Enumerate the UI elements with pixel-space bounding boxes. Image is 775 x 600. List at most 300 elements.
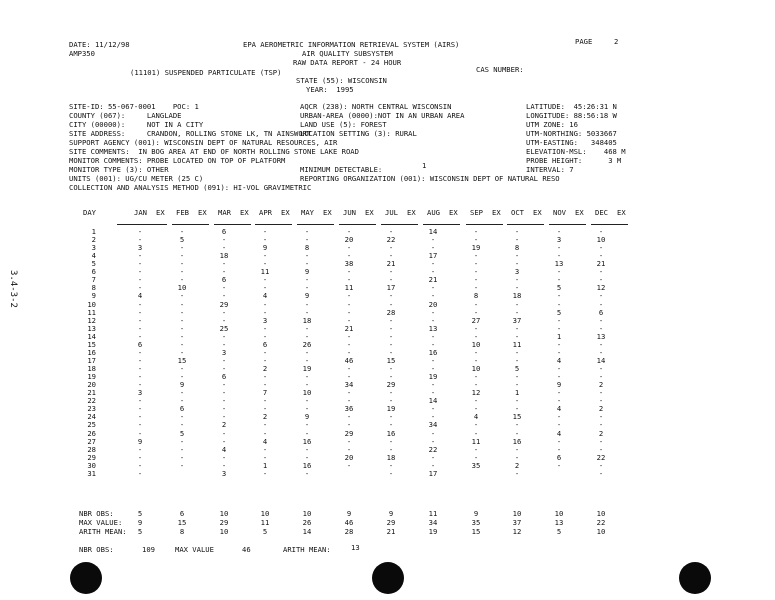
table-cell-aug: - [430,404,436,414]
table-cell-jul: - [388,412,394,422]
day-label: 26 [87,428,96,438]
table-cell-sep: - [473,420,479,430]
table-cell-aug: - [430,452,436,462]
table-cell-jul: - [388,267,394,277]
table-cell-oct: 8 [514,243,520,253]
table-cell-nov: 5 [556,307,562,317]
table-cell-jun: - [346,339,352,349]
table-cell-jul: 19 [386,404,396,414]
system-title: EPA AEROMETRIC INFORMATION RETRIEVAL SYSTEM (AIRS) [243,40,460,49]
day-label: 12 [87,315,96,325]
table-cell-oct: 16 [512,436,522,446]
summary-cell-jan: 9 [137,518,143,527]
table-cell-may: - [304,468,310,478]
table-cell-feb: - [179,420,185,430]
table-cell-nov: 4 [556,404,562,414]
table-cell-jan: - [137,355,143,365]
table-cell-jul: - [388,388,394,398]
month-underline-may [297,224,323,225]
table-cell-oct: - [514,347,520,357]
table-cell-may: - [304,275,310,285]
table-cell-oct: - [514,259,520,269]
table-cell-nov: - [556,396,562,406]
table-cell-jul: - [388,372,394,382]
table-cell-may: 19 [302,364,312,374]
table-cell-apr: 11 [260,267,270,277]
table-cell-jun: - [346,315,352,325]
table-cell-jul: - [388,420,394,430]
table-cell-jan: - [137,380,143,390]
table-cell-mar: 25 [219,323,229,333]
table-cell-apr: 4 [262,291,268,301]
table-cell-nov: - [556,291,562,301]
day-label: 10 [87,299,96,309]
table-cell-aug: - [430,460,436,470]
ex-header-feb: EX [198,208,207,217]
table-cell-apr: - [262,259,268,269]
table-cell-sep: - [473,323,479,333]
table-cell-mar: 18 [219,251,229,261]
table-cell-mar: - [221,267,227,277]
table-cell-feb: - [179,412,185,422]
ex-header-jul: EX [407,208,416,217]
table-cell-oct: - [514,323,520,333]
table-cell-jan: 4 [137,291,143,301]
report-type: RAW DATA REPORT - 24 HOUR [293,58,402,67]
table-cell-jun: 38 [344,259,354,269]
table-cell-jun: - [346,227,352,236]
summary-cell-sep: 35 [471,518,481,527]
table-cell-feb: 6 [179,404,185,414]
table-cell-mar: - [221,283,227,293]
summary-cell-aug: 34 [428,518,438,527]
table-cell-jul: - [388,243,394,253]
ex-header-nov: EX [575,208,584,217]
table-cell-apr: - [262,307,268,317]
table-cell-jul: 22 [386,235,396,245]
table-cell-feb: - [179,452,185,462]
table-cell-aug: - [430,380,436,390]
table-cell-feb: - [179,299,185,309]
table-cell-jan: - [137,364,143,374]
table-cell-jan: 9 [137,436,143,446]
table-cell-feb: 5 [179,235,185,245]
table-cell-dec: - [598,420,604,430]
table-cell-apr: 9 [262,243,268,253]
table-cell-aug: - [430,331,436,341]
table-cell-jan: 6 [137,339,143,349]
table-cell-jan: - [137,315,143,325]
table-cell-dec: - [598,267,604,277]
cas-number: CAS NUMBER: [476,65,524,74]
month-underline-aug [423,224,449,225]
table-cell-jun: 46 [344,355,354,365]
month-header-mar: MAR [218,208,231,217]
units: UNITS (001): UG/CU METER (25 C) [69,174,204,183]
table-cell-nov: - [556,444,562,454]
day-label: 4 [91,251,96,261]
table-cell-may: - [304,380,310,390]
table-cell-aug: - [430,243,436,253]
table-cell-mar: 3 [221,347,227,357]
parameter-title: (11101) SUSPENDED PARTICULATE (TSP) [130,68,282,77]
table-cell-mar: - [221,380,227,390]
summary-cell-aug: 19 [428,527,438,536]
summary-cell-jul: 21 [386,527,396,536]
summary-cell-oct: 12 [512,527,522,536]
table-cell-sep: - [473,372,479,382]
table-cell-nov: - [556,347,562,357]
table-cell-dec: 2 [598,428,604,438]
table-cell-jun: - [346,331,352,341]
table-cell-mar: - [221,412,227,422]
table-cell-apr: - [262,251,268,261]
table-cell-mar: - [221,243,227,253]
day-label: 17 [87,355,96,365]
summary-cell-may: 26 [302,518,312,527]
table-cell-oct: - [514,452,520,462]
table-cell-may: - [304,299,310,309]
table-cell-sep: 11 [471,436,481,446]
day-label: 29 [87,452,96,462]
table-cell-sep: - [473,404,479,414]
table-cell-sep: 12 [471,388,481,398]
table-cell-mar: - [221,315,227,325]
utm-northing: UTM-NORTHING: 5033667 [526,129,617,138]
table-cell-dec: - [598,227,604,236]
table-cell-oct: - [514,444,520,454]
table-cell-oct: - [514,428,520,438]
table-cell-sep: - [473,347,479,357]
month-header-dec: DEC [595,208,608,217]
day-label: 8 [91,283,96,293]
table-cell-jul: - [388,436,394,446]
state-label: STATE (55): WISCONSIN [296,76,387,85]
table-cell-jun: - [346,444,352,454]
table-cell-aug: - [430,364,436,374]
binder-hole-center [372,562,404,594]
table-cell-apr: 3 [262,315,268,325]
table-cell-nov: - [556,339,562,349]
table-cell-may: - [304,355,310,365]
table-cell-jan: 3 [137,388,143,398]
table-cell-oct: 1 [514,388,520,398]
table-cell-feb: 10 [177,283,187,293]
day-label: 21 [87,388,96,398]
table-cell-jul: - [388,364,394,374]
table-cell-nov: - [556,372,562,382]
table-cell-sep: 10 [471,364,481,374]
table-cell-may: - [304,227,310,236]
table-cell-aug: - [430,267,436,277]
table-cell-jan: - [137,267,143,277]
table-cell-apr: - [262,452,268,462]
summary-cell-mar: 29 [219,518,229,527]
city: CITY (00000): NOT IN A CITY [69,120,204,129]
table-cell-oct: - [514,283,520,293]
table-cell-aug: - [430,259,436,269]
ex-underline-apr [281,224,292,225]
table-cell-mar: 6 [221,372,227,382]
interval: INTERVAL: 7 [526,165,574,174]
table-cell-nov: - [556,412,562,422]
table-cell-mar: - [221,331,227,341]
table-cell-nov: 3 [556,235,562,245]
min-detectable-label: MINIMUM DETECTABLE: [300,165,383,174]
table-cell-jun: 11 [344,283,354,293]
month-underline-oct [507,224,533,225]
table-cell-jun: - [346,299,352,309]
table-cell-nov: - [556,315,562,325]
table-cell-oct: - [514,235,520,245]
table-cell-may: 16 [302,436,312,446]
table-cell-jun: - [346,420,352,430]
table-cell-sep: - [473,380,479,390]
table-cell-mar: - [221,396,227,406]
summary-cell-sep: 9 [473,509,479,518]
summary-cell-feb: 15 [177,518,187,527]
table-cell-oct: 18 [512,291,522,301]
table-cell-dec: 14 [596,355,606,365]
table-cell-mar: 29 [219,299,229,309]
table-cell-mar: - [221,436,227,446]
table-cell-jan: - [137,396,143,406]
table-cell-oct: 2 [514,460,520,470]
site-comments: SITE COMMENTS: IN BOG AREA AT END OF NORTH ROLLING STONE LAKE ROAD [69,147,359,156]
table-cell-dec: - [598,436,604,446]
table-cell-jul: - [388,299,394,309]
table-cell-apr: - [262,404,268,414]
table-cell-mar: 3 [221,468,227,478]
month-header-apr: APR [259,208,272,217]
table-cell-mar: 6 [221,227,227,236]
table-cell-dec: - [598,444,604,454]
table-cell-oct: - [514,227,520,236]
table-cell-nov: - [556,275,562,285]
table-cell-nov: - [556,227,562,236]
summary-label: ARITH MEAN: [79,527,127,536]
summary-cell-oct: 37 [512,518,522,527]
table-cell-jan: - [137,227,143,236]
table-cell-dec: 12 [596,283,606,293]
month-header-nov: NOV [553,208,566,217]
month-header-aug: AUG [427,208,440,217]
annual-max-value-label: MAX VALUE [175,545,214,554]
subsystem-title: AIR QUALITY SUBSYSTEM [302,49,393,58]
table-cell-may: - [304,404,310,414]
table-cell-oct: - [514,251,520,261]
ex-header-oct: EX [533,208,542,217]
table-cell-dec: - [598,243,604,253]
ex-underline-oct [533,224,544,225]
table-cell-sep: - [473,259,479,269]
summary-cell-nov: 5 [556,527,562,536]
table-cell-aug: - [430,428,436,438]
table-cell-feb: - [179,347,185,357]
table-cell-sep: - [473,307,479,317]
table-cell-may: - [304,428,310,438]
table-cell-feb: - [179,364,185,374]
table-cell-oct: 5 [514,364,520,374]
table-cell-dec: 10 [596,235,606,245]
table-cell-mar: - [221,428,227,438]
table-cell-jul: 17 [386,283,396,293]
table-cell-feb: - [179,444,185,454]
table-cell-jun: 20 [344,452,354,462]
table-cell-dec: - [598,460,604,470]
table-cell-aug: 13 [428,323,438,333]
table-cell-jul: 18 [386,452,396,462]
day-label: 1 [91,227,96,236]
table-cell-mar: - [221,460,227,470]
day-label: 11 [87,307,96,317]
annual-arith-mean-value: 13 [351,543,360,552]
report-date: DATE: 11/12/98 [69,40,130,49]
ex-header-jan: EX [156,208,165,217]
utm-easting: UTM-EASTING: 348405 [526,138,617,147]
ex-underline-jan [156,224,167,225]
table-cell-aug: - [430,283,436,293]
summary-cell-may: 10 [302,509,312,518]
ex-header-dec: EX [617,208,626,217]
table-cell-may: 9 [304,412,310,422]
table-cell-jun: - [346,364,352,374]
table-cell-feb: - [179,339,185,349]
ex-underline-jun [365,224,376,225]
table-cell-oct: - [514,468,520,478]
table-cell-may: - [304,420,310,430]
summary-cell-sep: 15 [471,527,481,536]
ex-underline-dec [617,224,628,225]
table-cell-dec: - [598,412,604,422]
table-cell-may: - [304,347,310,357]
elevation: ELEVATION-MSL: 468 M [526,147,626,156]
table-cell-sep: 8 [473,291,479,301]
month-underline-jan [130,224,156,225]
table-cell-jan: 3 [137,243,143,253]
table-cell-sep: - [473,452,479,462]
table-cell-sep: - [473,267,479,277]
table-cell-mar: 6 [221,275,227,285]
annual-arith-mean-label: ARITH MEAN: [283,545,331,554]
table-cell-may: - [304,452,310,462]
table-cell-mar: - [221,259,227,269]
ex-underline-may [323,224,334,225]
page-label: PAGE [575,37,593,46]
table-cell-sep: - [473,444,479,454]
table-cell-may: - [304,251,310,261]
table-cell-jan: - [137,347,143,357]
table-cell-jun: - [346,412,352,422]
table-cell-mar: - [221,235,227,245]
table-cell-apr: - [262,468,268,478]
day-label: 28 [87,444,96,454]
table-cell-jan: - [137,251,143,261]
table-cell-may: - [304,283,310,293]
ex-underline-feb [198,224,209,225]
table-cell-may: - [304,323,310,333]
ex-header-sep: EX [492,208,501,217]
table-cell-may: - [304,331,310,341]
table-cell-jul: - [388,275,394,285]
table-cell-sep: - [473,275,479,285]
day-header: DAY [83,208,96,217]
latitude: LATITUDE: 45:26:31 N [526,102,617,111]
table-cell-may: - [304,444,310,454]
table-cell-oct: - [514,404,520,414]
table-cell-jun: - [346,396,352,406]
table-cell-dec: - [598,388,604,398]
table-cell-may: - [304,396,310,406]
table-cell-nov: - [556,420,562,430]
table-cell-jul: - [388,323,394,333]
table-cell-nov: 4 [556,428,562,438]
county: COUNTY (067): LANGLADE [69,111,182,120]
table-cell-apr: - [262,396,268,406]
summary-cell-apr: 10 [260,509,270,518]
table-cell-nov: - [556,251,562,261]
day-label: 3 [91,243,96,253]
table-cell-dec: 2 [598,404,604,414]
table-cell-jul: - [388,468,394,478]
year-label: YEAR: 1995 [306,85,354,94]
table-cell-may: 10 [302,388,312,398]
month-header-jan: JAN [134,208,147,217]
binder-hole-left [70,562,102,594]
table-cell-oct: - [514,307,520,317]
table-cell-sep: 10 [471,339,481,349]
table-cell-aug: 34 [428,420,438,430]
table-cell-jun: - [346,460,352,470]
table-cell-mar: - [221,404,227,414]
table-cell-jun: - [346,347,352,357]
table-cell-sep: - [473,283,479,293]
table-cell-dec: - [598,323,604,333]
table-cell-feb: - [179,291,185,301]
table-cell-apr: - [262,355,268,365]
table-cell-jun: 20 [344,235,354,245]
summary-cell-aug: 11 [428,509,438,518]
summary-cell-jun: 46 [344,518,354,527]
table-cell-feb: - [179,307,185,317]
day-label: 24 [87,412,96,422]
table-cell-sep: - [473,396,479,406]
table-cell-feb: 15 [177,355,187,365]
table-cell-mar: 2 [221,420,227,430]
min-detectable-value: 1 [422,161,427,170]
table-cell-apr: - [262,444,268,454]
month-header-feb: FEB [176,208,189,217]
table-cell-jul: 28 [386,307,396,317]
table-cell-apr: - [262,347,268,357]
longitude: LONGITUDE: 88:56:18 W [526,111,617,120]
table-cell-aug: 14 [428,396,438,406]
table-cell-oct: - [514,299,520,309]
table-cell-apr: - [262,299,268,309]
day-label: 27 [87,436,96,446]
month-header-jul: JUL [385,208,398,217]
ex-underline-nov [575,224,586,225]
probe-height: PROBE HEIGHT: 3 M [526,156,622,165]
table-cell-dec: - [598,291,604,301]
table-cell-oct: 15 [512,412,522,422]
month-header-jun: JUN [343,208,356,217]
table-cell-aug: 17 [428,251,438,261]
table-cell-jul: - [388,347,394,357]
table-cell-jun: - [346,251,352,261]
ex-header-aug: EX [449,208,458,217]
day-label: 30 [87,460,96,470]
